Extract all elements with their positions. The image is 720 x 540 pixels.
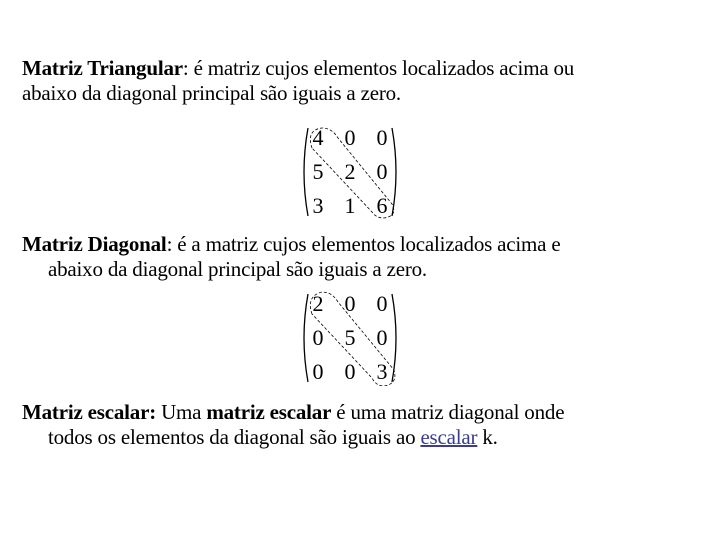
diagonal-matrix bbox=[298, 290, 402, 386]
matrix-cell: 0 bbox=[376, 125, 388, 150]
matrix-cell: 0 bbox=[376, 325, 388, 350]
matrix-cell: 0 bbox=[344, 359, 356, 384]
escalar-text-line2: todos os elementos da diagonal são iguais ao escalar k. bbox=[48, 425, 498, 449]
triangular-matrix bbox=[298, 124, 402, 220]
matrix-cell: 1 bbox=[344, 193, 356, 218]
matrix-cell: 3 bbox=[376, 359, 388, 384]
escalar-definition: Matriz escalar: Uma matriz escalar é uma matriz diagonal onde todos os elementos da diagonal são iguais ao escalar k. bbox=[22, 400, 702, 450]
diagonal-text-line2: abaixo da diagonal principal são iguais a zero. bbox=[48, 257, 427, 281]
diagonal-text-line1: é a matriz cujos elementos localizados acima e bbox=[177, 232, 561, 256]
escalar-link[interactable]: escalar bbox=[420, 425, 478, 449]
matrix-cell: 4 bbox=[312, 125, 324, 150]
matrix-cell: 0 bbox=[376, 291, 388, 316]
matrix-cell: 5 bbox=[344, 325, 356, 350]
matrix-cell: 0 bbox=[344, 125, 356, 150]
matrix-cell: 0 bbox=[312, 325, 324, 350]
matrix-cell: 0 bbox=[376, 159, 388, 184]
matrix-cell: 6 bbox=[376, 193, 388, 218]
triangular-text-line1: é matriz cujos elementos localizados acima ou bbox=[193, 56, 575, 80]
diagonal-term: Matriz Diagonal bbox=[22, 232, 167, 256]
triangular-text-line2: abaixo da diagonal principal são iguais a zero. bbox=[22, 81, 401, 105]
matrix-cell: 0 bbox=[344, 291, 356, 316]
matrix-cell: 3 bbox=[312, 193, 324, 218]
matrix-cell: 0 bbox=[312, 359, 324, 384]
matrix-cell: 2 bbox=[344, 159, 356, 184]
triangular-term: Matriz Triangular bbox=[22, 56, 183, 80]
matrix-cell: 5 bbox=[312, 159, 324, 184]
matrix-cell: 2 bbox=[312, 291, 324, 316]
escalar-term: Matriz escalar: bbox=[22, 400, 157, 424]
diagonal-definition: Matriz Diagonal: é a matriz cujos elementos localizados acima e abaixo da diagonal principal são iguais a zero. bbox=[22, 232, 702, 282]
triangular-definition: Matriz Triangular: é matriz cujos elementos localizados acima ou abaixo da diagonal principal são iguais a zero. bbox=[22, 56, 575, 105]
